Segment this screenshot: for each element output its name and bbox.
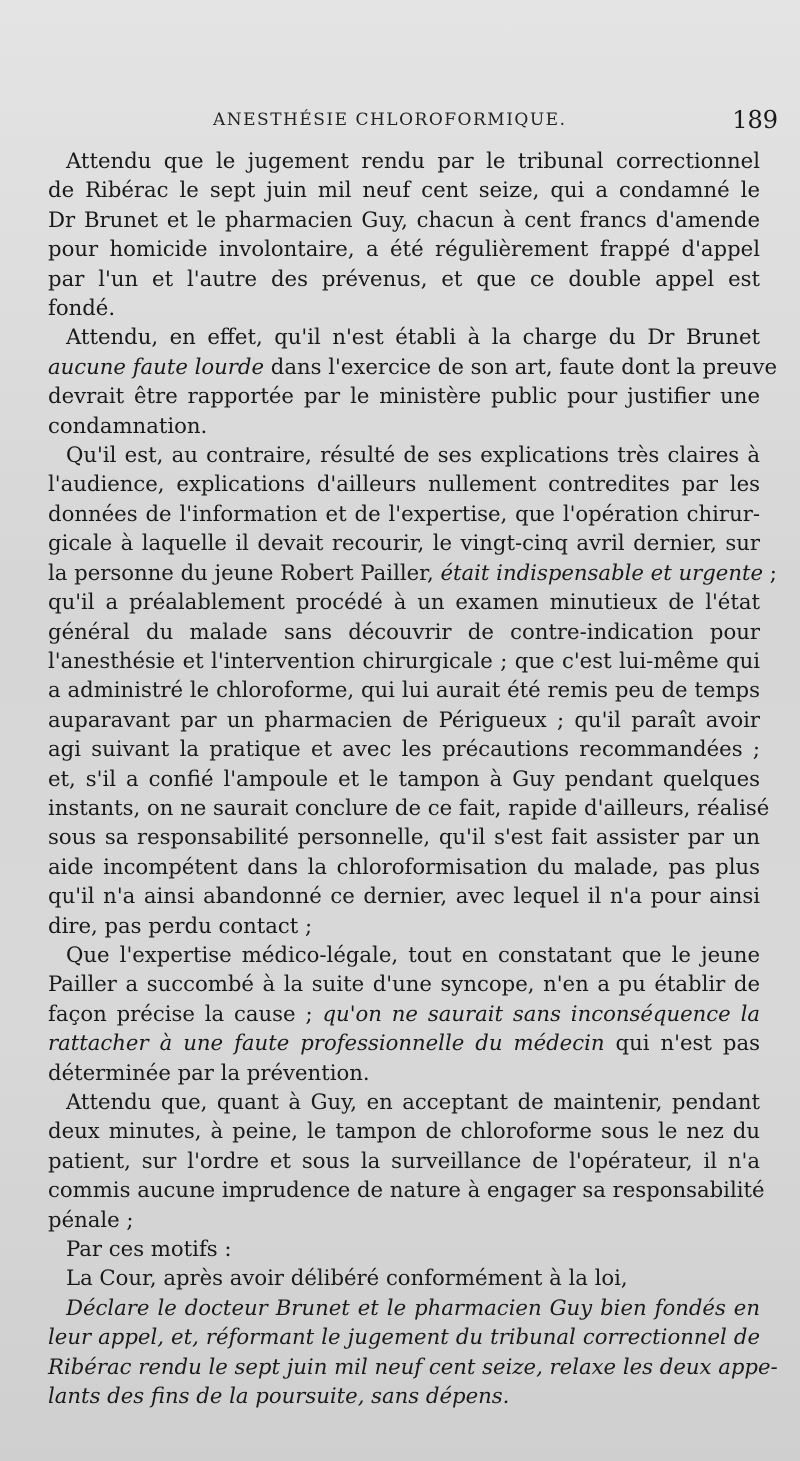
- text-line: La Cour, après avoir délibéré conformément à la loi,: [66, 1265, 628, 1291]
- text-line: commis aucune imprudence de nature à engager sa responsabilité: [48, 1177, 765, 1203]
- text-line: l'anesthésie et l'intervention chirurgicale ; que c'est lui-même qui: [48, 647, 760, 673]
- text-line-italic: Ribérac rendu le sept juin mil neuf cent seize, relaxe les deux appe-: [48, 1353, 778, 1379]
- running-title: ANESTHÉSIE CHLOROFORMIQUE.: [213, 110, 567, 130]
- text-line: données de l'information et de l'expertise, que l'opération chirur-: [48, 500, 760, 526]
- text-line: patient, sur l'ordre et sous la surveillance de l'opérateur, il n'a: [48, 1147, 760, 1173]
- running-head: [48, 106, 778, 136]
- text-line: agi suivant la pratique et avec les précautions recommandées ;: [48, 736, 760, 762]
- italic-phrase: qu'on ne saurait sans inconséquence la: [322, 1000, 760, 1026]
- italic-phrase: était indispensable et urgente: [440, 559, 764, 585]
- text-line: deux minutes, à peine, le tampon de chloroforme sous le nez du: [48, 1118, 760, 1144]
- text-line: aide incompétent dans la chloroformisation du malade, pas plus: [48, 853, 760, 879]
- text-line: Attendu que, quant à Guy, en acceptant de maintenir, pendant: [66, 1089, 760, 1114]
- text-line: général du malade sans découvrir de contre-indication pour: [48, 618, 760, 644]
- text-fragment: dans l'exercice de son art, faute dont la preuve: [270, 353, 778, 379]
- text-line: de Ribérac le sept juin mil neuf cent seize, qui a condamné le: [48, 177, 760, 203]
- text-line-italic: leur appel, et, réformant le jugement du tribunal correctionnel de: [48, 1324, 760, 1350]
- body-text: [48, 146, 778, 1410]
- text-line: Attendu que le jugement rendu par le tribunal correctionnel: [66, 148, 760, 173]
- text-line: déterminée par la prévention.: [48, 1059, 370, 1085]
- page-number: 189: [732, 106, 778, 134]
- text-line: Dr Brunet et le pharmacien Guy, chacun à cent francs d'amende: [48, 206, 760, 232]
- text-line: fondé.: [48, 295, 116, 321]
- text-line: instants, on ne saurait conclure de ce fait, rapide d'ailleurs, réalisé: [48, 794, 770, 820]
- text-line: Attendu, en effet, qu'il n'est établi à la charge du Dr Brunet: [66, 324, 760, 350]
- text-line: Que l'expertise médico-légale, tout en constatant que le jeune: [66, 941, 760, 967]
- text-line: qu'il n'a ainsi abandonné ce dernier, avec lequel il n'a pour ainsi: [48, 883, 760, 909]
- text-line: qu'il a préalablement procédé à un examen minutieux de l'état: [48, 589, 760, 615]
- text-fragment: qui n'est pas: [615, 1030, 760, 1056]
- text-line: Pailler a succombé à la suite d'une syncope, n'en a pu établir de: [48, 971, 760, 997]
- text-line-italic: lants des fins de la poursuite, sans dépens.: [48, 1383, 510, 1409]
- text-line: sous sa responsabilité personnelle, qu'il s'est fait assister par un: [48, 824, 760, 850]
- italic-phrase: rattacher à une faute professionnelle du médecin: [48, 1030, 605, 1056]
- text-line: et, s'il a confié l'ampoule et le tampon à Guy pendant quelques: [48, 765, 760, 791]
- text-line: gicale à laquelle il devait recourir, le vingt-cinq avril dernier, sur: [48, 530, 760, 556]
- text-line: pénale ;: [48, 1206, 134, 1232]
- text-line: Qu'il est, au contraire, résulté de ses explications très claires à: [66, 442, 760, 468]
- text-line: pour homicide involontaire, a été régulièrement frappé d'appel: [48, 236, 760, 262]
- text-line-mixed: [48, 558, 777, 587]
- text-line: condamnation.: [48, 412, 208, 438]
- text-fragment: façon précise la cause ;: [48, 1000, 313, 1026]
- text-line-italic: Déclare le docteur Brunet et le pharmacien Guy bien fondés en: [66, 1294, 760, 1320]
- text-line: dire, pas perdu contact ;: [48, 912, 313, 938]
- text-line: devrait être rapportée par le ministère public pour justifier une: [48, 383, 760, 409]
- text-line: Par ces motifs :: [66, 1236, 232, 1262]
- text-line: auparavant par un pharmacien de Périgueux ; qu'il paraît avoir: [48, 706, 760, 732]
- italic-phrase: aucune faute lourde: [48, 353, 265, 379]
- text-line: par l'un et l'autre des prévenus, et que ce double appel est: [48, 265, 760, 291]
- text-line-mixed: [48, 352, 778, 381]
- text-line-mixed: [48, 999, 760, 1028]
- text-line: a administré le chloroforme, qui lui aurait été remis peu de temps: [48, 677, 760, 703]
- text-line-mixed: [48, 1028, 760, 1057]
- text-fragment: ;: [769, 559, 777, 585]
- text-line: l'audience, explications d'ailleurs nullement contredites par les: [48, 471, 760, 497]
- text-fragment: la personne du jeune Robert Pailler,: [48, 559, 434, 585]
